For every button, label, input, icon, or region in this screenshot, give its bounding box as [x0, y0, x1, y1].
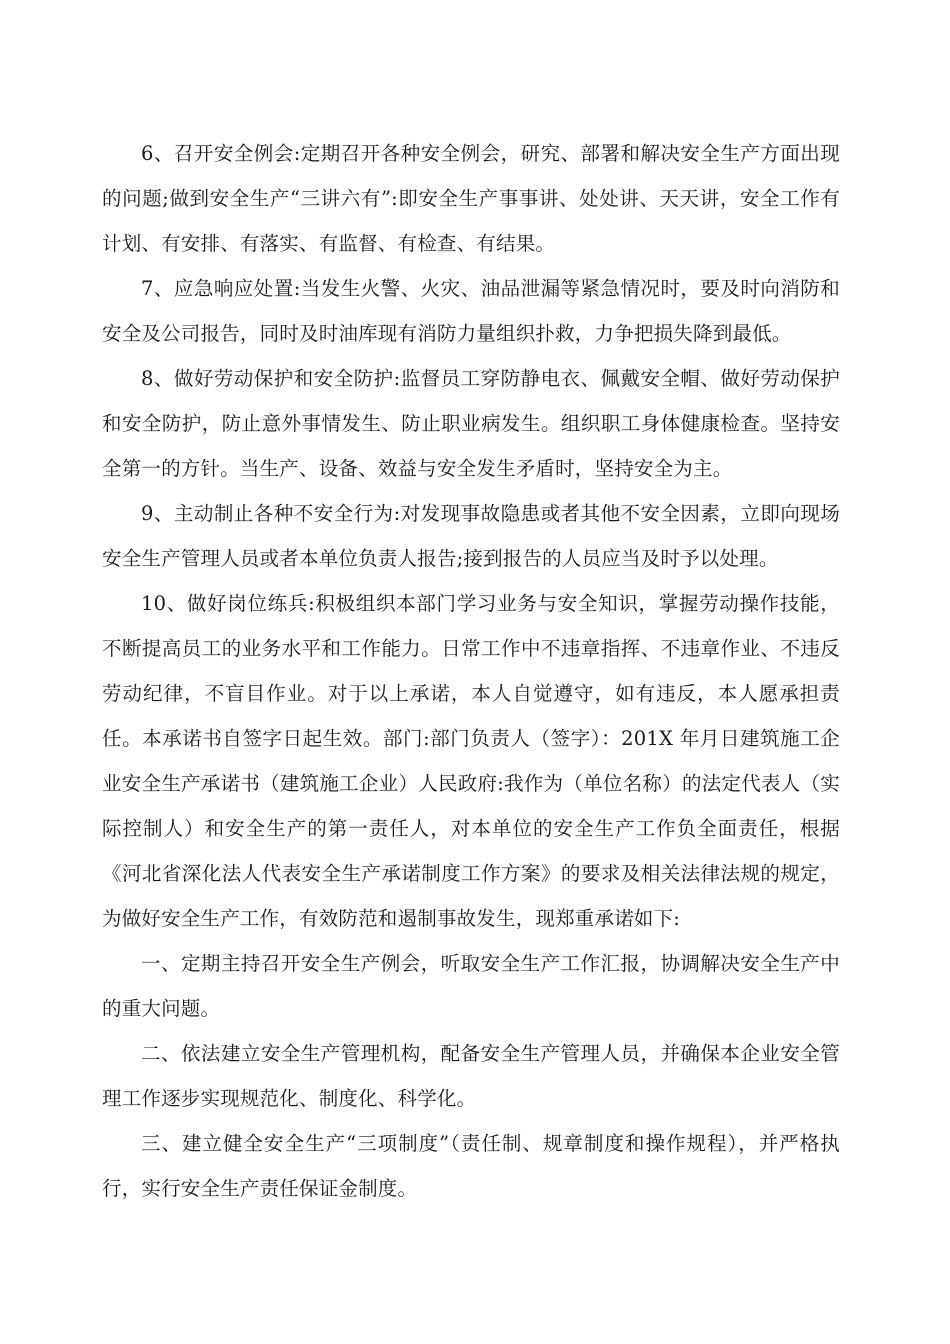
paragraph-item-9: 9、主动制止各种不安全行为:对发现事故隐患或者其他不安全因素，立即向现场安全生产管理人员或者本单位负责人报告;接到报告的人员应当及时予以处理。	[102, 502, 840, 570]
paragraph-commitment-1: 一、定期主持召开安全生产例会，听取安全生产工作汇报，协调解决安全生产中的重大问题。	[102, 952, 840, 1020]
paragraph-item-10: 10、做好岗位练兵:积极组织本部门学习业务与安全知识，掌握劳动操作技能，不断提高员工的业务水平和工作能力。日常工作中不违章指挥、不违章作业、不违反劳动纪律，不盲目作业。对于以上承诺，本人自觉遵守，如有违反，本人愿承担责任。本承诺书自签字日起生效。部门:部门负责人（签字）：201X 年月日建筑施工企业安全生产承诺书（建筑施工企业）人民政府:我作为（单位名称）的法定代表人（实际控制人）和安全生产的第一责任人，对本单位的安全生产工作负全面责任，根据《河北省深化法人代表安全生产承诺制度工作方案》的要求及相关法律法规的规定，为做好安全生产工作，有效防范和遏制事故发生，现郑重承诺如下:	[102, 592, 840, 930]
document-body	[102, 131, 840, 1211]
paragraph-item-7: 7、应急响应处置:当发生火警、火灾、油品泄漏等紧急情况时，要及时向消防和安全及公司报告，同时及时油库现有消防力量组织扑救，力争把损失降到最低。	[102, 277, 840, 345]
paragraph-item-8: 8、做好劳动保护和安全防护:监督员工穿防静电衣、佩戴安全帽、做好劳动保护和安全防护，防止意外事情发生、防止职业病发生。组织职工身体健康检查。坚持安全第一的方针。当生产、设备、效益与安全发生矛盾时，坚持安全为主。	[102, 367, 840, 480]
paragraph-commitment-3: 三、建立健全安全生产“三项制度”（责任制、规章制度和操作规程），并严格执行，实行安全生产责任保证金制度。	[102, 1132, 840, 1200]
paragraph-item-6: 6、召开安全例会:定期召开各种安全例会，研究、部署和解决安全生产方面出现的问题;做到安全生产“三讲六有”:即安全生产事事讲、处处讲、天天讲，安全工作有计划、有安排、有落实、有监督、有检查、有结果。	[102, 142, 840, 255]
paragraph-commitment-2: 二、依法建立安全生产管理机构，配备安全生产管理人员，并确保本企业安全管理工作逐步实现规范化、制度化、科学化。	[102, 1042, 840, 1110]
